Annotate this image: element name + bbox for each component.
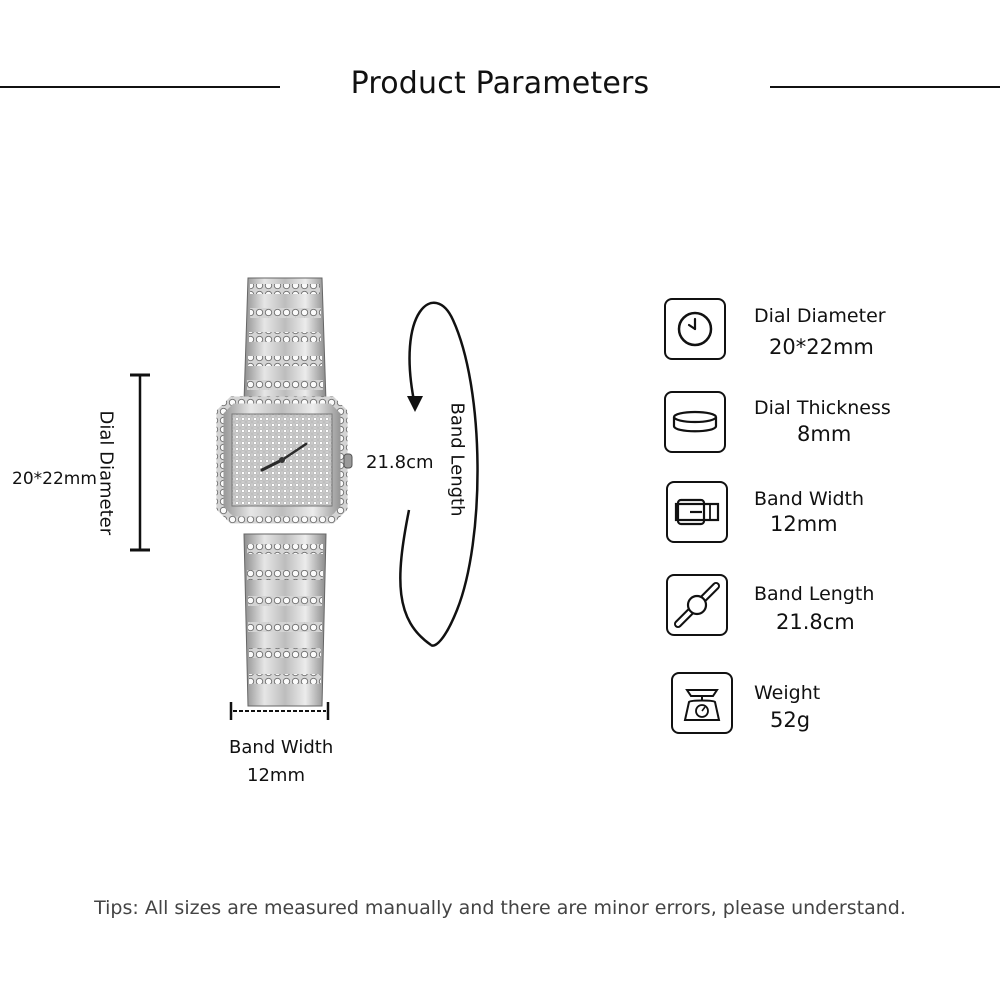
page-title: Product Parameters — [350, 66, 650, 101]
param-name-dial-thickness: Dial Thickness — [754, 397, 891, 419]
param-name-band-length: Band Length — [754, 583, 875, 605]
band-length-value: 21.8cm — [366, 452, 434, 473]
band-width-measure-bar — [228, 700, 332, 722]
param-value-dial-diameter: 20*22mm — [769, 335, 874, 359]
dial-diameter-value: 20*22mm — [12, 469, 97, 489]
watch-illustration — [210, 272, 360, 712]
header-rule-right — [770, 86, 1000, 88]
band-length-icon — [666, 574, 728, 636]
param-name-weight: Weight — [754, 682, 821, 704]
scale-icon — [671, 672, 733, 734]
band-length-label: Band Length — [446, 402, 468, 517]
band-buckle-icon — [666, 481, 728, 543]
param-name-dial-diameter: Dial Diameter — [754, 305, 886, 327]
param-value-weight: 52g — [770, 708, 811, 732]
dial-diameter-label: Dial Diameter — [95, 410, 117, 536]
watch-face-icon — [664, 298, 726, 360]
dial-diameter-measure-bar — [120, 370, 160, 555]
dial-thickness-icon — [664, 391, 726, 453]
param-value-band-width: 12mm — [770, 512, 838, 536]
param-name-band-width: Band Width — [754, 488, 865, 510]
param-value-band-length: 21.8cm — [776, 610, 855, 634]
band-width-label: Band Width — [229, 737, 334, 758]
tips-note: Tips: All sizes are measured manually and there are minor errors, please understand. — [94, 897, 906, 919]
band-width-value: 12mm — [247, 765, 305, 786]
param-value-dial-thickness: 8mm — [797, 422, 852, 446]
